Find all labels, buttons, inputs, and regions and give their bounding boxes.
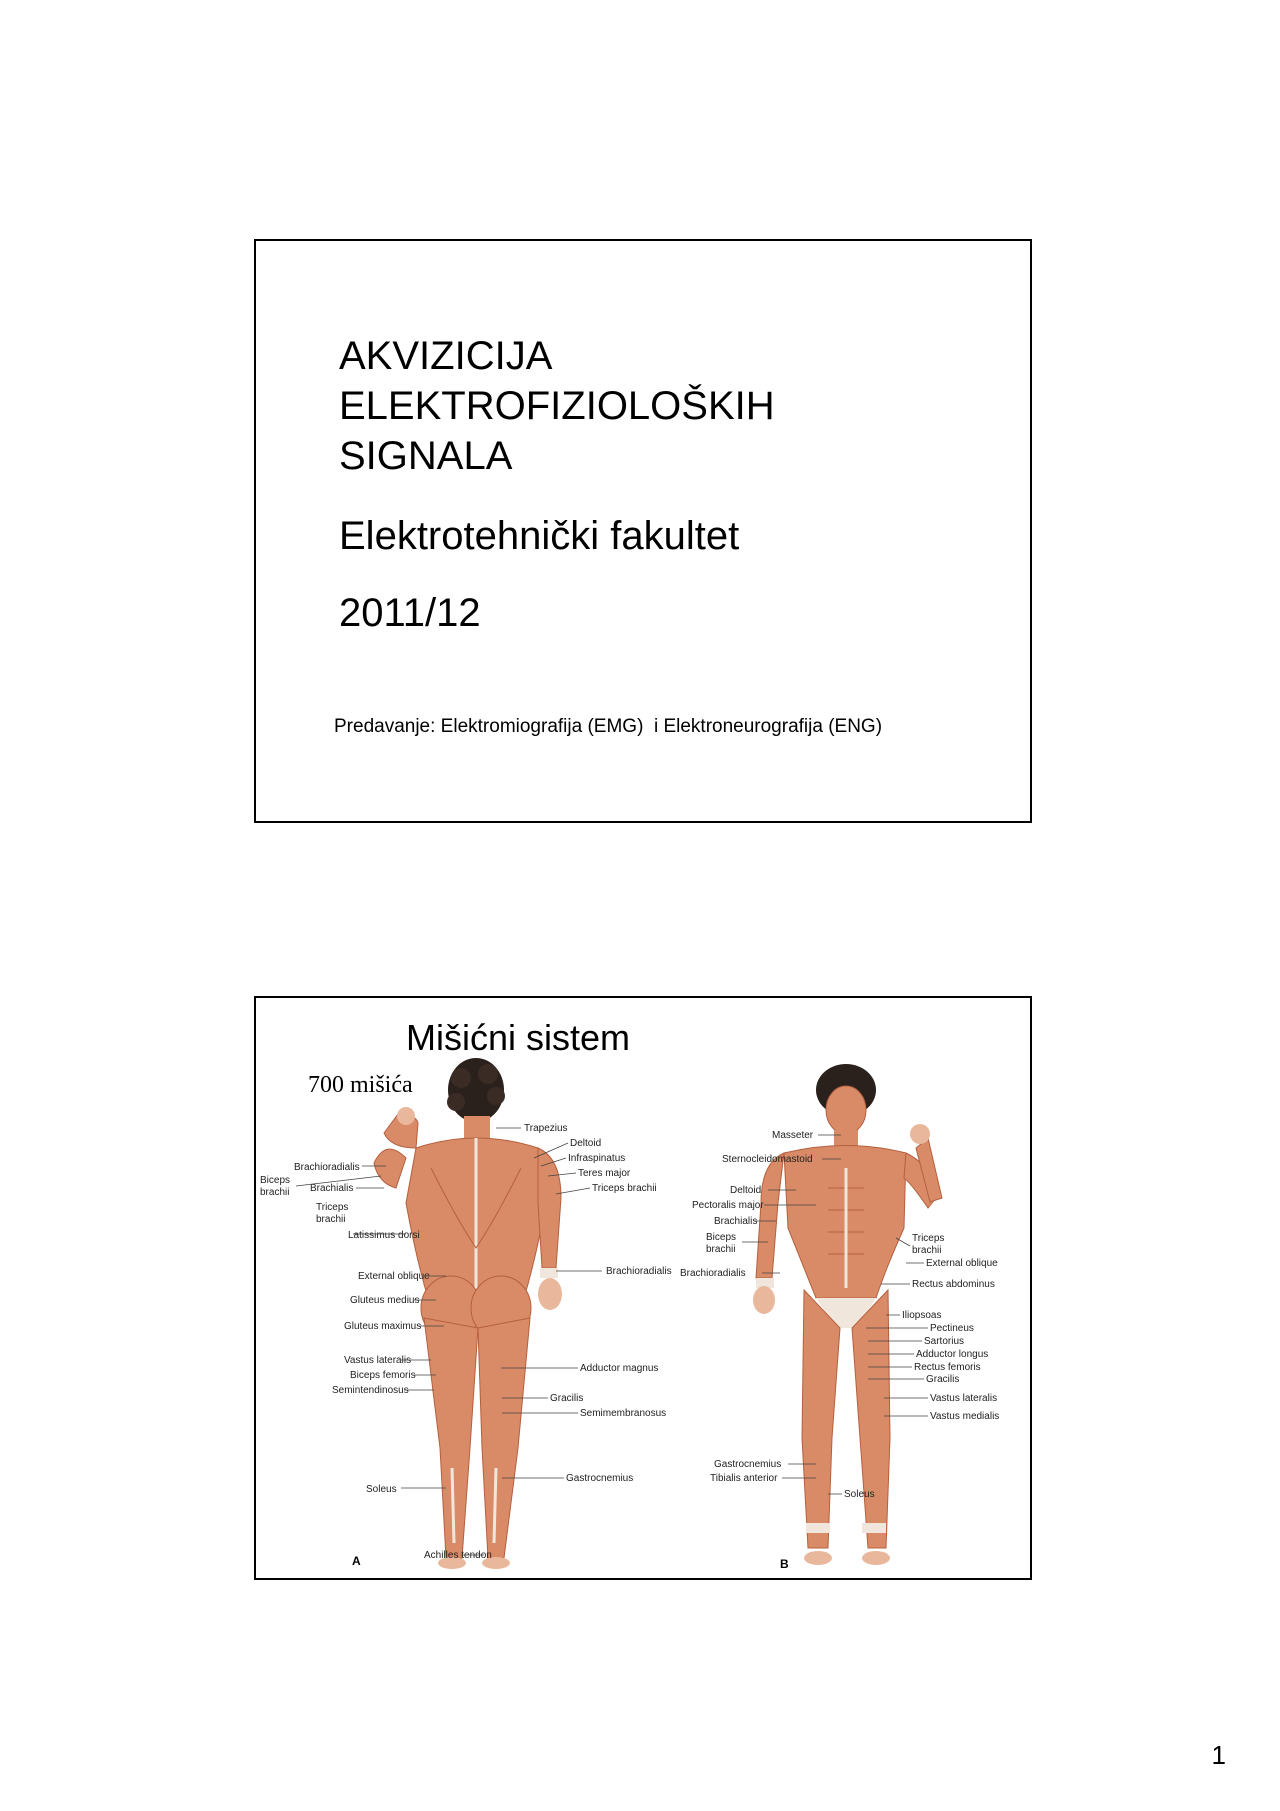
- label-soleus-a: Soleus: [366, 1484, 397, 1495]
- slide-title-heading: [339, 331, 775, 481]
- label-sternocleidomastoid: Sternocleidomastoid: [722, 1154, 813, 1165]
- label-rectus-femoris: Rectus femoris: [914, 1362, 981, 1373]
- label-brachii-a: brachii: [260, 1187, 290, 1198]
- slide-muscular-system: [254, 996, 1032, 1580]
- label-trapezius: Trapezius: [524, 1123, 568, 1134]
- label-sartorius: Sartorius: [924, 1336, 965, 1347]
- slide-title: [254, 239, 1032, 823]
- label-triceps-b: Triceps: [912, 1233, 945, 1244]
- label-gastrocnemius-b: Gastrocnemius: [714, 1459, 782, 1470]
- label-triceps-brachii-a: brachii: [316, 1214, 346, 1225]
- label-deltoid-b: Deltoid: [730, 1185, 762, 1196]
- label-brachii-b: brachii: [706, 1244, 736, 1255]
- label-pectineus: Pectineus: [930, 1323, 974, 1334]
- label-gracilis-a: Gracilis: [550, 1393, 584, 1404]
- lecture-topic: Predavanje: Elektromiografija (EMG) i Elektroneurografija (ENG): [334, 716, 883, 737]
- slide-2-title: Mišićni sistem: [406, 1017, 631, 1058]
- muscle-count: 700 mišića: [308, 1072, 413, 1098]
- label-gluteus-medius: Gluteus medius: [350, 1295, 420, 1306]
- label-achilles-tendon: Achilles tendon: [424, 1550, 492, 1561]
- label-teres-major: Teres major: [578, 1168, 631, 1179]
- label-semimembranosus: Semimembranosus: [580, 1408, 667, 1419]
- panel-b-label: B: [780, 1557, 789, 1571]
- label-biceps-femoris: Biceps femoris: [350, 1370, 416, 1381]
- label-external-oblique-b: External oblique: [926, 1258, 998, 1269]
- label-vastus-lateralis-a: Vastus lateralis: [344, 1355, 412, 1366]
- label-vastus-medialis: Vastus medialis: [930, 1411, 1000, 1422]
- label-deltoid: Deltoid: [570, 1138, 602, 1149]
- title-line-2: ELEKTROFIZIOLOŠKIH: [339, 384, 775, 428]
- label-tibialis-anterior: Tibialis anterior: [710, 1473, 778, 1484]
- faculty-name: Elektrotehnički fakultet: [339, 514, 740, 558]
- label-brachii-b2: brachii: [912, 1245, 942, 1256]
- label-brachialis-b: Brachialis: [714, 1216, 758, 1227]
- label-triceps-brachii: Triceps brachii: [592, 1183, 657, 1194]
- label-triceps-a: Triceps: [316, 1202, 349, 1213]
- label-brachioradialis-b: Brachioradialis: [680, 1268, 746, 1279]
- label-masseter: Masseter: [772, 1130, 814, 1141]
- label-soleus-b: Soleus: [844, 1489, 875, 1500]
- label-brachialis-a: Brachialis: [310, 1183, 354, 1194]
- label-external-oblique-a: External oblique: [358, 1271, 430, 1282]
- label-infraspinatus: Infraspinatus: [568, 1153, 626, 1164]
- figure-posterior: [374, 1058, 562, 1569]
- label-adductor-longus: Adductor longus: [916, 1349, 989, 1360]
- title-line-1: AKVIZICIJA: [339, 334, 553, 378]
- label-gastrocnemius-a: Gastrocnemius: [566, 1473, 634, 1484]
- panel-a-label: A: [352, 1554, 361, 1568]
- label-semitendinosus: Semintendinosus: [332, 1385, 409, 1396]
- label-biceps-b: Biceps: [706, 1232, 737, 1243]
- label-latissimus-dorsi: Latissimus dorsi: [348, 1230, 420, 1241]
- academic-year: 2011/12: [339, 591, 481, 635]
- label-adductor-magnus: Adductor magnus: [580, 1363, 659, 1374]
- label-iliopsoas: Iliopsoas: [902, 1310, 942, 1321]
- label-brachioradialis-a2: Brachioradialis: [606, 1266, 672, 1277]
- label-gluteus-maximus: Gluteus maximus: [344, 1321, 422, 1332]
- label-biceps-a: Biceps: [260, 1175, 291, 1186]
- label-rectus-abdominus: Rectus abdominus: [912, 1279, 995, 1290]
- label-pectoralis-major: Pectoralis major: [692, 1200, 764, 1211]
- page-number: 1: [1211, 1740, 1226, 1770]
- label-gracilis-b: Gracilis: [926, 1374, 960, 1385]
- label-vastus-lateralis-b: Vastus lateralis: [930, 1393, 998, 1404]
- label-brachioradialis-a: Brachioradialis: [294, 1162, 360, 1173]
- title-line-3: SIGNALA: [339, 434, 513, 478]
